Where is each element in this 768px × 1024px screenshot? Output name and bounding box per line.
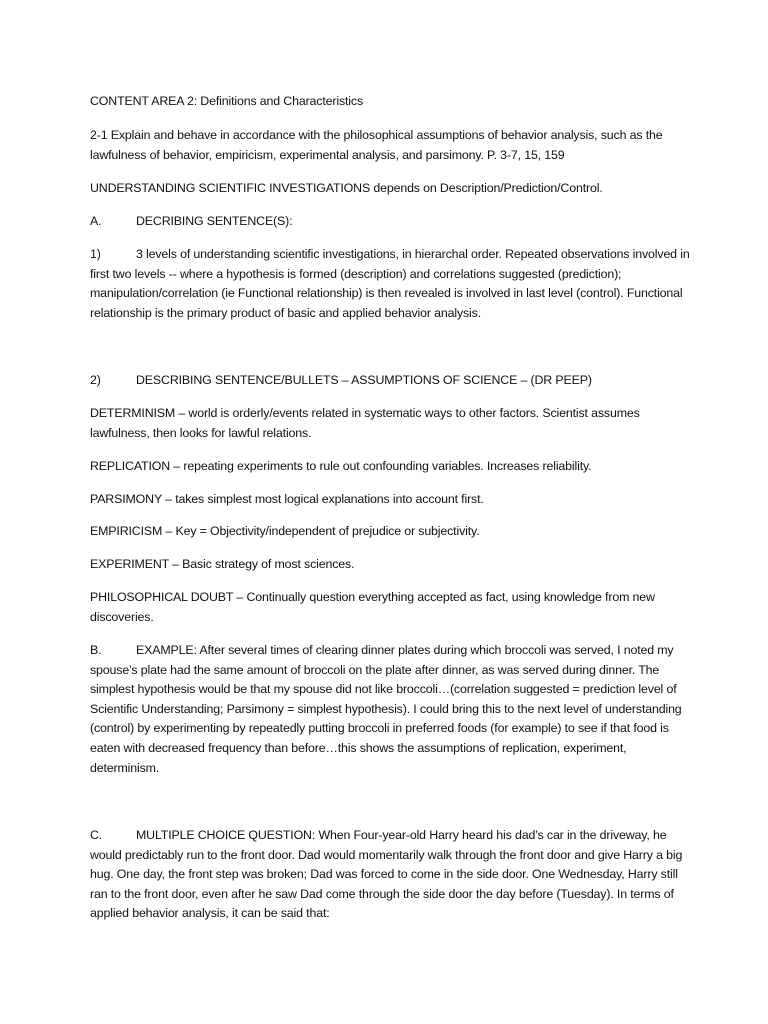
section-c-paragraph	[90, 826, 690, 924]
assumption-determinism: DETERMINISM – world is orderly/events related in systematic ways to other factors. Scientist assumes lawfulness, then looks for lawful relations.	[90, 406, 640, 440]
assumption-empiricism: EMPIRICISM – Key = Objectivity/independent of prejudice or subjectivity.	[90, 524, 480, 538]
item-2-text: DESCRIBING SENTENCE/BULLETS – ASSUMPTIONS OF SCIENCE – (DR PEEP)	[136, 373, 592, 387]
section-a-heading	[90, 212, 690, 232]
section-b-text: EXAMPLE: After several times of clearing dinner plates during which broccoli was served, I noted my spouse’s plate had the same amount of broccoli on the plate after dinner, as was served during dinner. The simplest hypothesis would be that my spouse did not like broccoli…(correlation suggested = prediction level of Scientific Understanding; Parsimony = simplest hypothesis). I could bring this to the next level of understanding (control) by experimenting by repeatedly putting broccoli in preferred foods (for example) to see if that food is eaten with decreased frequency than before…this shows the assumptions of replication, experiment, determinism.	[90, 643, 682, 775]
assumption-philosophical-doubt: PHILOSOPHICAL DOUBT – Continually question everything accepted as fact, using knowledge from new discoveries.	[90, 590, 655, 624]
objective-paragraph: 2-1 Explain and behave in accordance with the philosophical assumptions of behavior analysis, such as the lawfulness of behavior, empiricism, experimental analysis, and parsimony. P. 3-7, 15, 159	[90, 128, 663, 162]
section-c-text: MULTIPLE CHOICE QUESTION: When Four-year-old Harry heard his dad’s car in the driveway, he would predictably run to the front door. Dad would momentarily walk through the front door and give Harry a big hug. One day, the front step was broken; Dad was forced to come in the side door. One Wednesday, Harry still ran to the front door, even after he saw Dad come through the side door the day before (Tuesday). In terms of applied behavior analysis, it can be said that:	[90, 828, 683, 921]
item-1-label: 1)	[90, 247, 101, 261]
item-2-label: 2)	[90, 373, 101, 387]
section-a-title: DECRIBING SENTENCE(S):	[136, 214, 293, 228]
section-a-label: A.	[90, 214, 102, 228]
item-1-text: 3 levels of understanding scientific investigations, in hierarchal order. Repeated observations involved in first two levels -- where a hypothesis is formed (description) and correlations suggested (prediction); manipulation/correlation (ie Functional relationship) is then revealed is involved in last level (control). Functional relationship is the primary product of basic and applied behavior analysis.	[90, 247, 690, 320]
document-heading: CONTENT AREA 2: Definitions and Characteristics	[90, 94, 363, 108]
section-c-label: C.	[90, 828, 103, 842]
assumption-replication: REPLICATION – repeating experiments to rule out confounding variables. Increases reliability.	[90, 459, 592, 473]
item-2-heading	[90, 371, 690, 391]
section-b-paragraph	[90, 641, 690, 778]
assumption-experiment: EXPERIMENT – Basic strategy of most sciences.	[90, 557, 355, 571]
understanding-paragraph: UNDERSTANDING SCIENTIFIC INVESTIGATIONS depends on Description/Prediction/Control.	[90, 181, 603, 195]
assumption-parsimony: PARSIMONY – takes simplest most logical explanations into account first.	[90, 492, 484, 506]
section-b-label: B.	[90, 643, 102, 657]
item-1-paragraph	[90, 245, 690, 323]
